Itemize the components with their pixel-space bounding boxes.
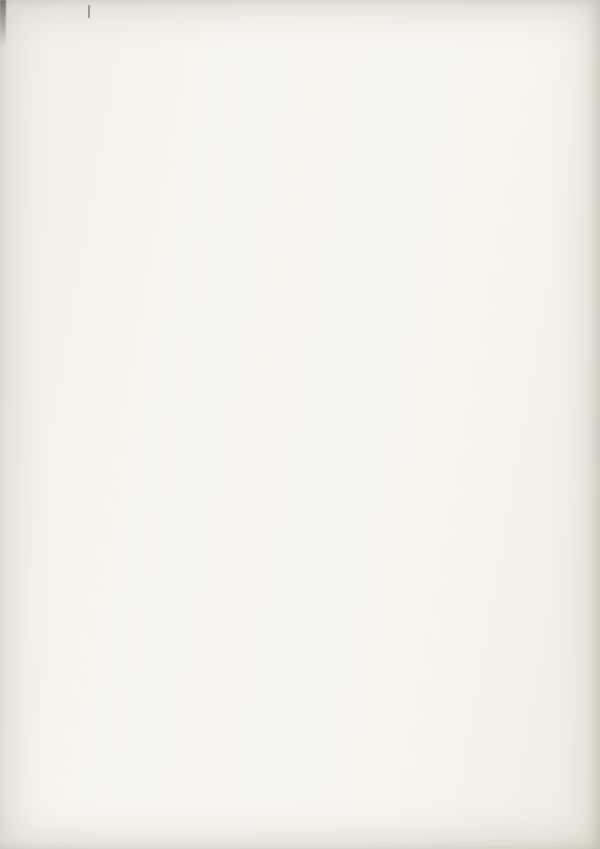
toc-content <box>85 44 569 104</box>
scan-artifact <box>88 5 90 18</box>
scan-artifact <box>0 0 6 48</box>
